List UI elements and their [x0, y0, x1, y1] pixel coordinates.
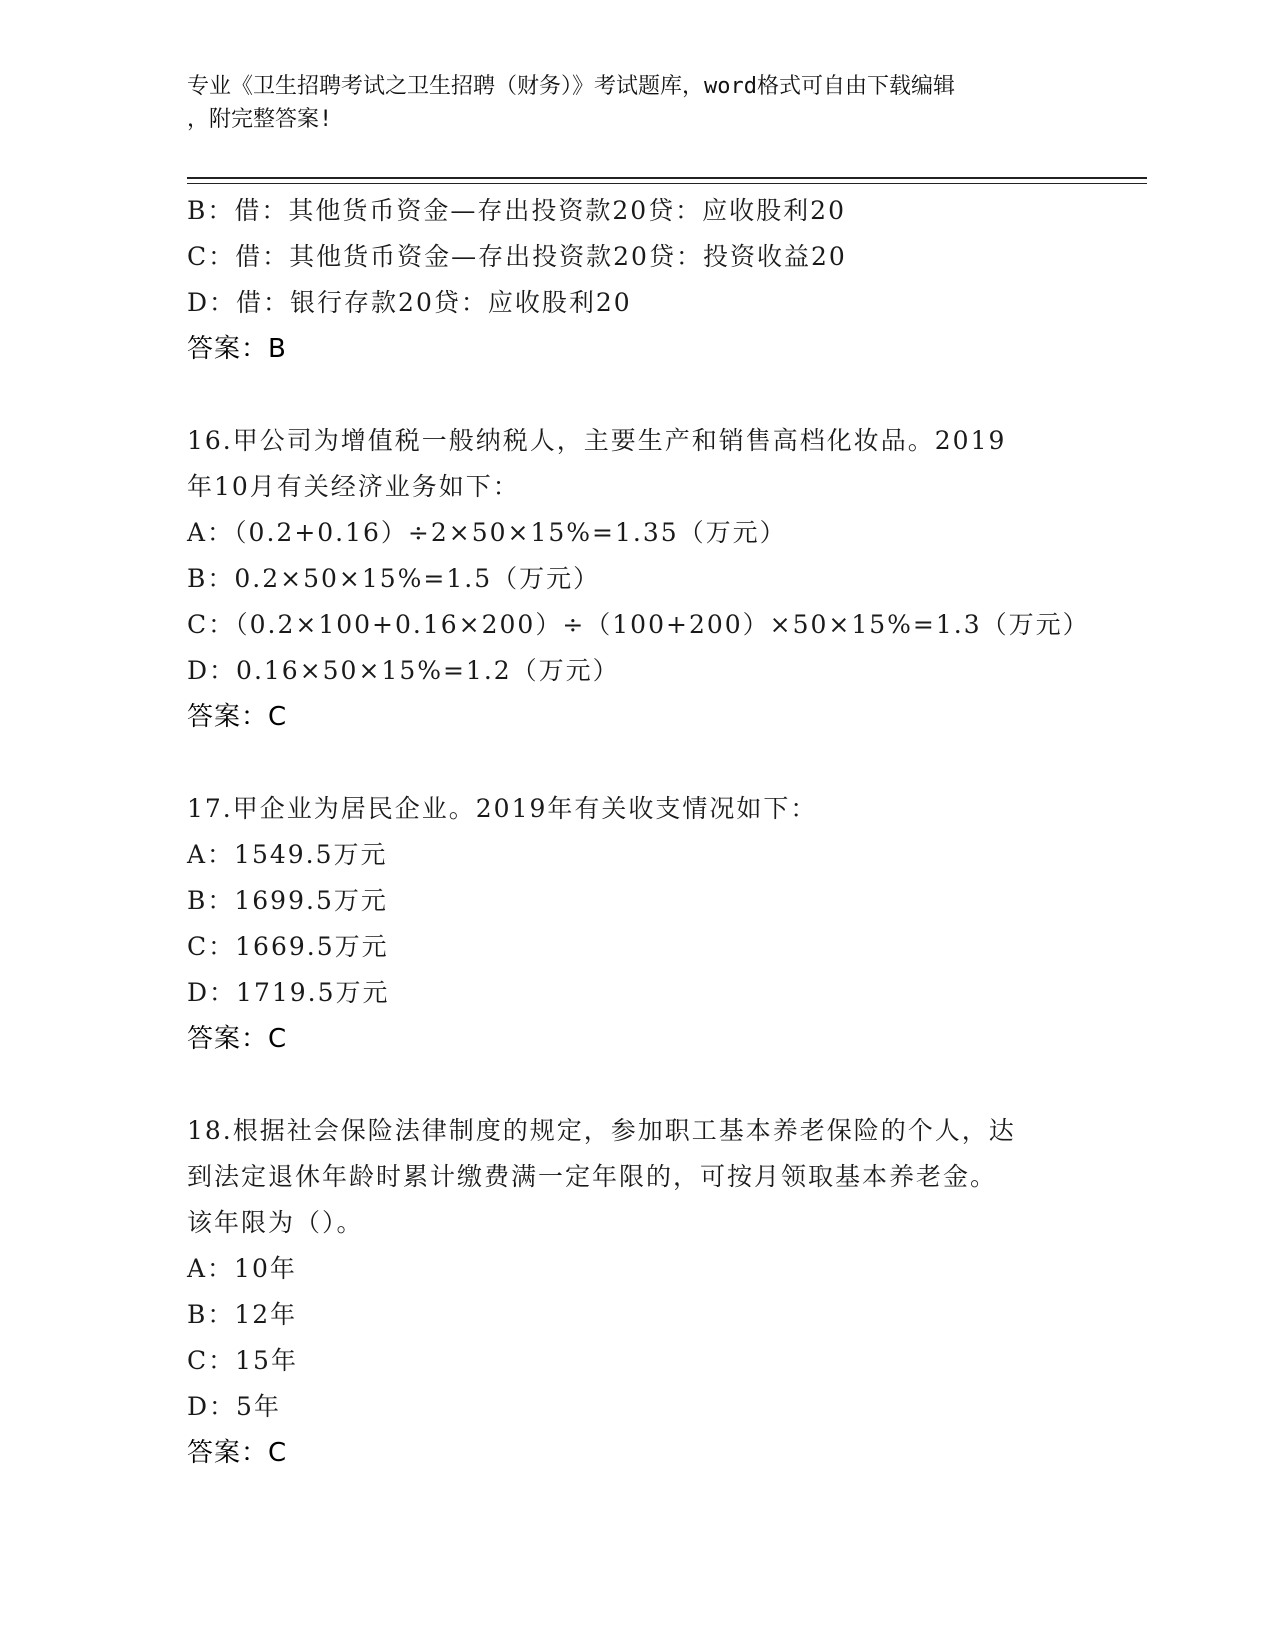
option-d: D：5年 — [187, 1392, 281, 1421]
option-c: C：借：其他货币资金—存出投资款20贷：投资收益20 — [187, 242, 847, 271]
option-c: C：1669.5万元 — [187, 932, 389, 961]
answer: 答案：B — [187, 334, 287, 364]
spacer — [187, 1062, 1087, 1108]
spacer — [187, 740, 1087, 786]
question-stem-cont: 该年限为（）。 — [187, 1208, 364, 1237]
option-a: A：1549.5万元 — [187, 840, 388, 869]
option-c: C：15年 — [187, 1346, 298, 1375]
option-b: B：12年 — [187, 1300, 298, 1329]
answer: 答案：C — [187, 1024, 288, 1054]
option-b: B：1699.5万元 — [187, 886, 388, 915]
option-a: A：（0.2+0.16）÷2×50×15%=1.35（万元） — [187, 518, 787, 547]
option-b: B：0.2×50×15%=1.5（万元） — [187, 564, 601, 593]
option-d: D：借：银行存款20贷：应收股利20 — [187, 288, 632, 317]
question-stem: 18.根据社会保险法律制度的规定，参加职工基本养老保险的个人，达 — [187, 1116, 1016, 1145]
question-list — [187, 188, 1090, 1476]
question-stem: 16.甲公司为增值税一般纳税人，主要生产和销售高档化妆品。2019 — [187, 426, 1007, 455]
question-16 — [187, 418, 1090, 740]
option-b: B：借：其他货币资金—存出投资款20贷：应收股利20 — [187, 196, 846, 225]
header-line-1: 专业《卫生招聘考试之卫生招聘（财务）》考试题库，word格式可自由下载编辑 — [187, 74, 955, 99]
question-15 — [187, 188, 1087, 372]
option-d: D：1719.5万元 — [187, 978, 390, 1007]
question-17 — [187, 786, 1087, 1062]
question-stem-cont: 年10月有关经济业务如下： — [187, 472, 520, 501]
header-line-2: ，附完整答案! — [187, 107, 333, 132]
option-c: C：（0.2×100+0.16×200）÷（100+200）×50×15%=1.3（万元） — [187, 610, 1090, 639]
header-divider-thick — [187, 177, 1147, 179]
answer: 答案：C — [187, 702, 288, 732]
spacer — [187, 372, 1087, 418]
question-18 — [187, 1108, 1087, 1476]
page-header — [187, 70, 1087, 136]
answer: 答案：C — [187, 1438, 288, 1468]
option-d: D：0.16×50×15%=1.2（万元） — [187, 656, 620, 685]
option-a: A：10年 — [187, 1254, 297, 1283]
question-stem: 17.甲企业为居民企业。2019年有关收支情况如下： — [187, 794, 818, 823]
question-stem-cont: 到法定退休年龄时累计缴费满一定年限的，可按月领取基本养老金。 — [187, 1162, 998, 1191]
header-divider-thin — [187, 183, 1147, 184]
